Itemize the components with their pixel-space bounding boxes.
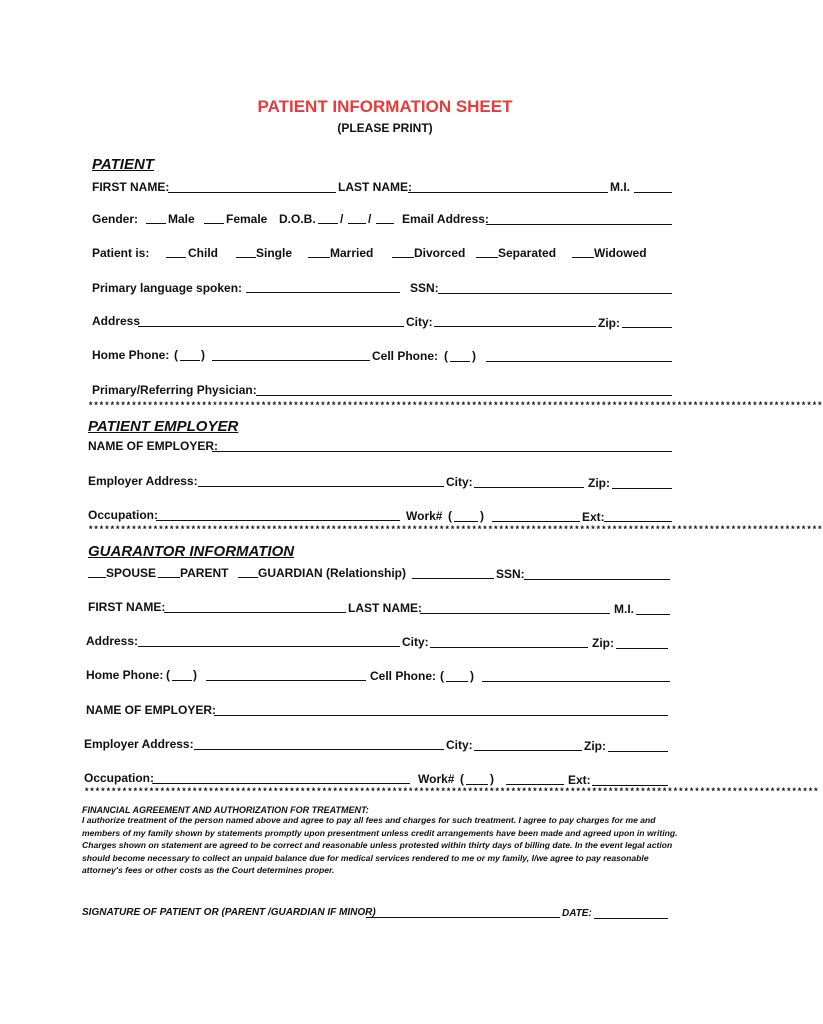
guarantor-employer-zip-field[interactable]: [608, 751, 668, 752]
patient-cell-paren-close: ): [472, 349, 476, 363]
status-divorced-label: Divorced: [414, 246, 466, 260]
language-field[interactable]: [246, 292, 400, 293]
status-divorced-checkbox[interactable]: [392, 257, 414, 258]
employer-occupation-label: Occupation:: [88, 508, 159, 522]
guarantor-employer-name-label: NAME OF EMPLOYER:: [86, 703, 217, 717]
patient-home-phone-label: Home Phone:: [92, 348, 170, 362]
guarantor-last-name-field[interactable]: [420, 613, 610, 614]
status-child-label: Child: [188, 246, 218, 260]
gender-male-checkbox[interactable]: [146, 223, 166, 224]
signature-field[interactable]: [366, 917, 560, 918]
guarantor-occupation-field[interactable]: [152, 783, 410, 784]
employer-work-area-field[interactable]: [454, 521, 478, 522]
guarantor-employer-address-label: Employer Address:: [84, 737, 194, 751]
guarantor-home-area-field[interactable]: [172, 680, 192, 681]
guarantor-cell-phone-field[interactable]: [482, 681, 670, 682]
employer-zip-field[interactable]: [612, 488, 672, 489]
status-widowed-label: Widowed: [594, 246, 647, 260]
dob-year-field[interactable]: [376, 223, 394, 224]
employer-address-field[interactable]: [198, 486, 444, 487]
patient-last-name-label: LAST NAME:: [338, 180, 412, 194]
patient-section-title: PATIENT: [92, 156, 154, 173]
patient-city-label: City:: [406, 315, 433, 329]
language-label: Primary language spoken:: [92, 281, 243, 295]
guarantor-employer-name-field[interactable]: [214, 715, 668, 716]
dob-month-field[interactable]: [318, 223, 338, 224]
email-field[interactable]: [486, 224, 672, 225]
status-single-checkbox[interactable]: [236, 257, 256, 258]
gender-label: Gender:: [92, 212, 139, 226]
status-separated-checkbox[interactable]: [476, 257, 498, 258]
guarantor-ssn-field[interactable]: [524, 579, 670, 580]
section-divider: ****************************************************************************************************************************************: [84, 787, 819, 797]
guarantor-employer-zip-label: Zip:: [584, 739, 606, 753]
patient-cell-phone-field[interactable]: [486, 361, 672, 362]
patient-home-paren-close: ): [201, 348, 205, 362]
patient-ssn-label: SSN:: [410, 281, 439, 295]
patient-first-name-label: FIRST NAME:: [92, 180, 170, 194]
status-separated-label: Separated: [498, 246, 557, 260]
guarantor-home-phone-field[interactable]: [206, 680, 366, 681]
guarantor-work-area-field[interactable]: [466, 784, 488, 785]
patient-last-name-field[interactable]: [408, 192, 608, 193]
guarantor-mi-field[interactable]: [636, 614, 670, 615]
date-field[interactable]: [594, 918, 668, 919]
dob-label: D.O.B.: [279, 212, 316, 226]
patient-cell-paren-open: (: [444, 349, 448, 363]
patient-home-area-field[interactable]: [180, 360, 200, 361]
guarantor-home-phone-label: Home Phone:: [86, 668, 164, 682]
patient-is-label: Patient is:: [92, 246, 150, 260]
form-subtitle: (PLEASE PRINT): [337, 121, 433, 135]
guarantor-section-title: GUARANTOR INFORMATION: [88, 543, 295, 560]
guarantor-first-name-label: FIRST NAME:: [88, 600, 166, 614]
signature-label: SIGNATURE OF PATIENT OR (PARENT /GUARDIAN IF MINOR): [82, 907, 376, 918]
employer-work-label: Work#: [406, 509, 443, 523]
section-divider: ****************************************************************************************************************************************: [88, 525, 823, 535]
employer-name-field[interactable]: [212, 451, 672, 452]
gender-female-checkbox[interactable]: [204, 223, 224, 224]
patient-address-label: Address: [92, 314, 141, 328]
guarantor-work-paren-close: ): [490, 772, 494, 786]
employer-section-title: PATIENT EMPLOYER: [88, 418, 239, 435]
financial-text: I authorize treatment of the person named above and agree to pay all fees and charges for such treatment. I agree to pay charges for me and members of my family shown by statements promptly upon presentment unless credit arrangements have been made and agreed upon in writing. Charges shown on statement are agreed to be correct and reasonable unless protested within thirty days of billing date. In the event legal action should become necessary to collect an unpaid balance due for medical services rendered to me or my family, I/we agree to pay reasonable attorney's fees or other costs as the Court determines proper.: [82, 815, 678, 875]
patient-ssn-field[interactable]: [438, 293, 672, 294]
employer-ext-field[interactable]: [604, 521, 672, 522]
guarantor-mi-label: M.I.: [614, 602, 634, 616]
guarantor-work-label: Work#: [418, 772, 455, 786]
guarantor-city-field[interactable]: [430, 647, 588, 648]
guarantor-parent-checkbox[interactable]: [158, 577, 180, 578]
employer-address-label: Employer Address:: [88, 474, 198, 488]
guarantor-first-name-field[interactable]: [164, 612, 346, 613]
guarantor-cell-paren-open: (: [440, 669, 444, 683]
guarantor-guardian-label: GUARDIAN (Relationship): [258, 566, 406, 580]
patient-cell-area-field[interactable]: [450, 361, 470, 362]
guarantor-guardian-checkbox[interactable]: [238, 577, 258, 578]
guarantor-home-paren-close: ): [193, 668, 197, 682]
guarantor-relationship-field[interactable]: [412, 578, 494, 579]
status-widowed-checkbox[interactable]: [572, 257, 594, 258]
guarantor-parent-label: PARENT: [180, 566, 229, 580]
employer-work-paren-close: ): [480, 509, 484, 523]
employer-ext-label: Ext:: [582, 510, 605, 524]
guarantor-zip-field[interactable]: [616, 648, 668, 649]
employer-city-field[interactable]: [474, 487, 584, 488]
dob-day-field[interactable]: [348, 223, 366, 224]
employer-occupation-field[interactable]: [156, 520, 400, 521]
patient-mi-label: M.I.: [610, 180, 630, 194]
guarantor-zip-label: Zip:: [592, 636, 614, 650]
guarantor-cell-paren-close: ): [470, 669, 474, 683]
patient-zip-field[interactable]: [622, 327, 672, 328]
guarantor-last-name-label: LAST NAME:: [348, 601, 422, 615]
dob-slash-2: /: [368, 212, 372, 226]
financial-heading: FINANCIAL AGREEMENT AND AUTHORIZATION FOR TREATMENT:: [82, 805, 369, 815]
guarantor-address-label: Address:: [86, 634, 139, 648]
status-child-checkbox[interactable]: [166, 257, 186, 258]
guarantor-work-phone-field[interactable]: [506, 784, 564, 785]
guarantor-city-label: City:: [402, 635, 429, 649]
patient-mi-field[interactable]: [634, 192, 672, 193]
guarantor-spouse-checkbox[interactable]: [88, 577, 106, 578]
patient-home-phone-field[interactable]: [212, 360, 370, 361]
status-married-checkbox[interactable]: [308, 257, 330, 258]
patient-cell-phone-label: Cell Phone:: [372, 349, 439, 363]
status-single-label: Single: [256, 246, 293, 260]
physician-field[interactable]: [256, 395, 672, 396]
status-married-label: Married: [330, 246, 374, 260]
guarantor-employer-city-label: City:: [446, 738, 473, 752]
guarantor-cell-area-field[interactable]: [446, 681, 468, 682]
dob-slash-1: /: [340, 212, 344, 226]
guarantor-employer-address-field[interactable]: [194, 749, 444, 750]
gender-male-label: Male: [168, 212, 195, 226]
employer-work-phone-field[interactable]: [492, 521, 580, 522]
employer-city-label: City:: [446, 475, 473, 489]
guarantor-ssn-label: SSN:: [496, 567, 525, 581]
guarantor-spouse-label: SPOUSE: [106, 566, 157, 580]
section-divider: ****************************************************************************************************************************************: [88, 401, 823, 411]
guarantor-occupation-label: Occupation:: [84, 771, 155, 785]
employer-name-label: NAME OF EMPLOYER:: [88, 439, 219, 453]
guarantor-ext-field[interactable]: [592, 785, 668, 786]
guarantor-address-field[interactable]: [138, 646, 400, 647]
patient-address-field[interactable]: [138, 326, 404, 327]
gender-female-label: Female: [226, 212, 268, 226]
patient-zip-label: Zip:: [598, 316, 620, 330]
email-label: Email Address:: [402, 212, 489, 226]
guarantor-ext-label: Ext:: [568, 773, 591, 787]
guarantor-cell-phone-label: Cell Phone:: [370, 669, 437, 683]
physician-label: Primary/Referring Physician:: [92, 383, 257, 397]
patient-city-field[interactable]: [434, 326, 596, 327]
guarantor-employer-city-field[interactable]: [474, 750, 582, 751]
guarantor-home-paren-open: (: [166, 668, 170, 682]
form-title: PATIENT INFORMATION SHEET: [257, 97, 513, 116]
employer-zip-label: Zip:: [588, 476, 610, 490]
patient-home-paren-open: (: [174, 348, 178, 362]
date-label: DATE:: [562, 908, 592, 919]
guarantor-work-paren-open: (: [460, 772, 464, 786]
patient-first-name-field[interactable]: [168, 192, 336, 193]
employer-work-paren-open: (: [448, 509, 452, 523]
